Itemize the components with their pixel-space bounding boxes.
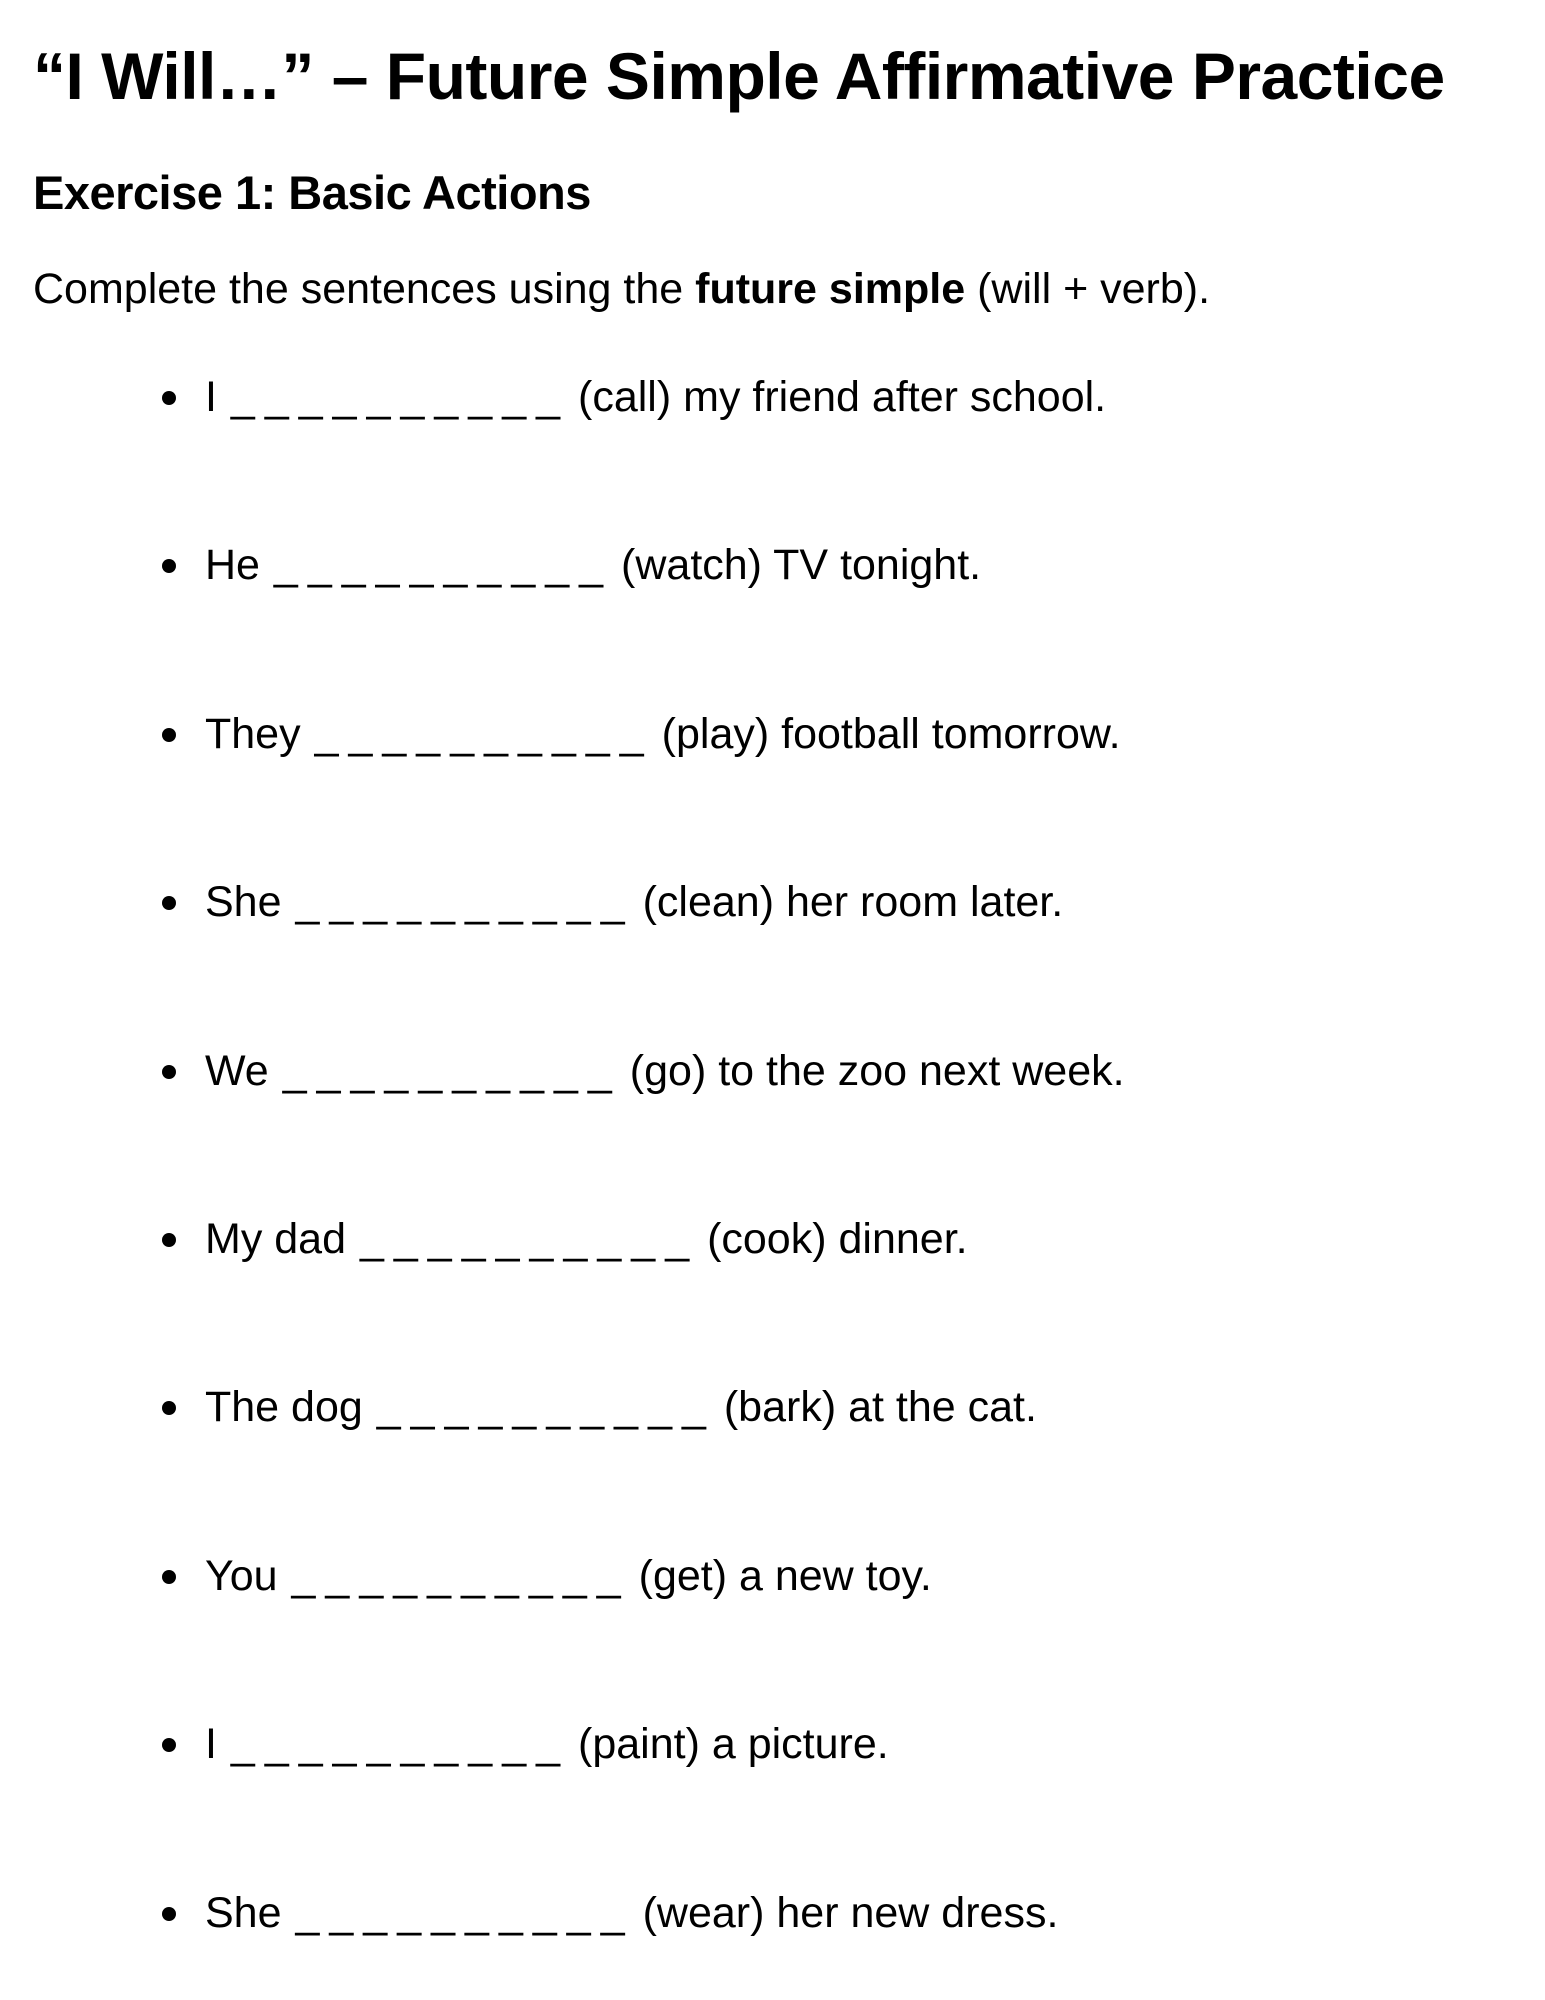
bullet-icon <box>162 1065 176 1079</box>
bullet-icon <box>162 391 176 405</box>
item-verb-phrase: (play) football tomorrow. <box>661 709 1121 758</box>
list-item <box>205 1381 1515 1433</box>
item-verb-phrase: (get) a new toy. <box>638 1551 932 1600</box>
item-verb-phrase: (watch) TV tonight. <box>621 541 982 590</box>
item-blank: __________ <box>230 372 571 421</box>
item-subject: They <box>205 709 301 758</box>
item-blank: __________ <box>295 1888 635 1937</box>
bullet-icon <box>162 728 176 742</box>
instruction-line <box>33 263 1515 317</box>
bullet-icon <box>162 1570 176 1584</box>
item-subject: She <box>205 878 282 927</box>
item-verb-phrase: (wear) her new dress. <box>642 1888 1059 1937</box>
item-subject: The dog <box>205 1383 363 1432</box>
item-verb-phrase: (go) to the zoo next week. <box>629 1046 1125 1095</box>
item-blank: __________ <box>359 1215 700 1263</box>
item-subject: My dad <box>205 1215 347 1263</box>
list-item <box>205 1213 1515 1265</box>
item-subject: I <box>205 1720 217 1769</box>
list-item <box>205 1550 1515 1602</box>
bullet-icon <box>162 1907 176 1921</box>
bullet-icon <box>162 1233 176 1247</box>
instruction-text-suffix: (will + verb). <box>965 264 1211 313</box>
item-verb-phrase: (bark) at the cat. <box>723 1383 1037 1432</box>
item-blank: __________ <box>273 541 614 590</box>
bullet-icon <box>162 896 176 910</box>
list-item <box>205 876 1515 928</box>
item-blank: __________ <box>282 1046 622 1095</box>
item-blank: __________ <box>314 709 654 758</box>
page-title: “I Will…” – Future Simple Affirmative Practice <box>33 39 1445 113</box>
bullet-icon <box>162 1738 176 1752</box>
item-subject: She <box>205 1888 282 1937</box>
item-verb-phrase: (cook) dinner. <box>707 1215 968 1263</box>
item-verb-phrase: (paint) a picture. <box>578 1720 889 1769</box>
item-blank: __________ <box>295 878 635 927</box>
list-item <box>205 1718 1515 1770</box>
list-item <box>205 1887 1515 1939</box>
item-verb-phrase: (clean) her room later. <box>642 878 1064 927</box>
item-subject: He <box>205 541 260 590</box>
instruction-text-prefix: Complete the sentences using the <box>33 264 696 313</box>
item-subject: We <box>205 1046 269 1095</box>
item-subject: You <box>205 1551 278 1600</box>
bullet-icon <box>162 1401 176 1415</box>
list-item <box>205 371 1515 423</box>
item-blank: __________ <box>291 1551 631 1600</box>
item-blank: __________ <box>230 1720 571 1769</box>
list-item <box>205 539 1515 591</box>
bullet-icon <box>162 559 176 573</box>
item-verb-phrase: (call) my friend after school. <box>578 372 1107 421</box>
instruction-bold-term: future simple <box>695 264 966 313</box>
list-item <box>205 708 1515 760</box>
item-subject: I <box>205 372 217 421</box>
item-blank: __________ <box>376 1383 716 1432</box>
sentence-list <box>33 371 1515 1940</box>
list-item <box>205 1045 1515 1097</box>
section-heading: Exercise 1: Basic Actions <box>33 166 591 220</box>
